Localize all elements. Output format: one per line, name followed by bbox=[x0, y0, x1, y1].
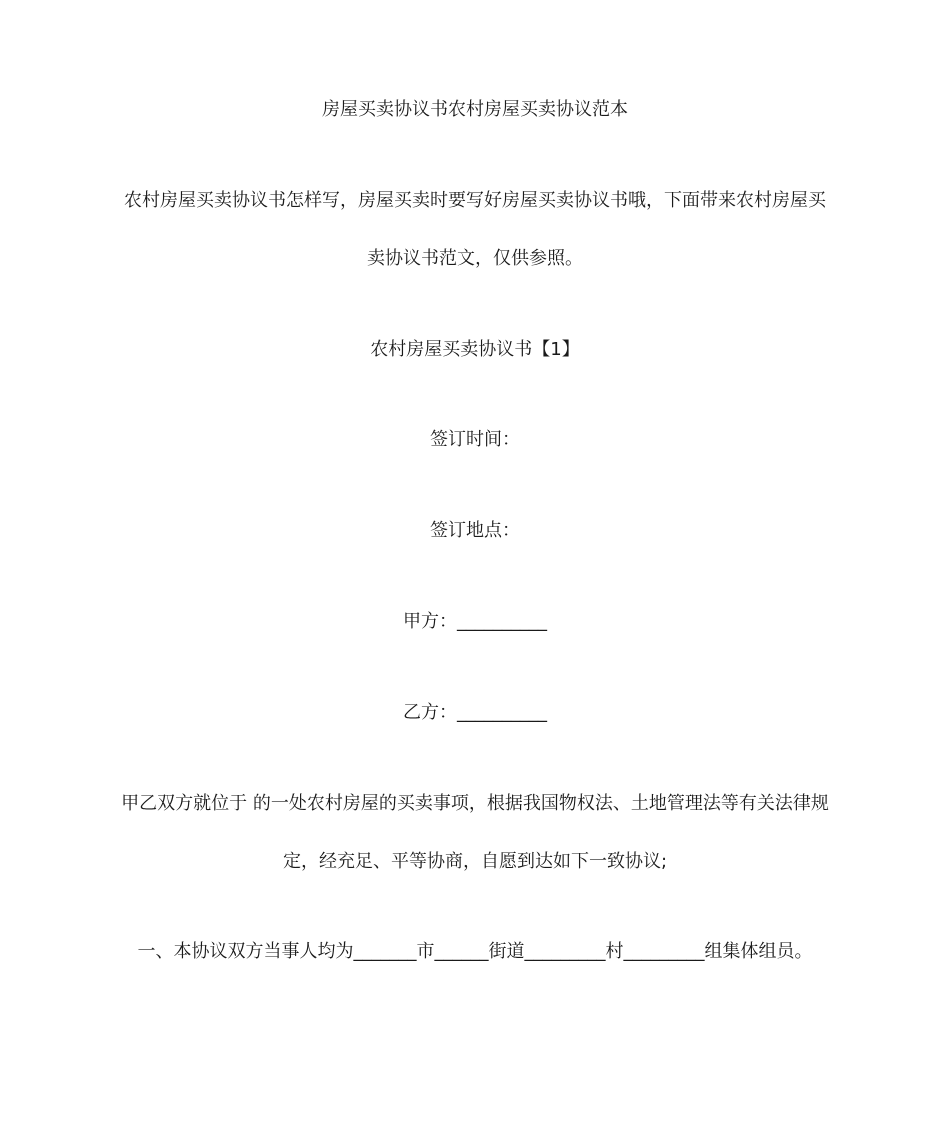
document-title: 房屋买卖协议书农村房屋买卖协议范本 bbox=[322, 99, 628, 120]
section-heading: 农村房屋买卖协议书【1】 bbox=[370, 339, 580, 360]
party-a-field: 甲方：__________ bbox=[403, 611, 547, 632]
party-b-field: 乙方：__________ bbox=[403, 702, 547, 723]
preamble-line-2: 定，经充足、平等协商，自愿到达如下一致协议; bbox=[282, 851, 668, 872]
intro-paragraph-line-2: 卖协议书范文，仅供参照。 bbox=[367, 248, 583, 269]
signing-time-field: 签订时间： bbox=[430, 429, 520, 450]
intro-paragraph-line-1: 农村房屋买卖协议书怎样写，房屋买卖时要写好房屋买卖协议书哦，下面带来农村房屋买 bbox=[124, 190, 826, 211]
preamble-line-1: 甲乙双方就位于 的一处农村房屋的买卖事项，根据我国物权法、土地管理法等有关法律规 bbox=[121, 793, 829, 814]
clause-1: 一、本协议双方当事人均为_______市______街道_________村_________组集体组员。 bbox=[137, 941, 813, 962]
signing-place-field: 签订地点： bbox=[430, 520, 520, 541]
